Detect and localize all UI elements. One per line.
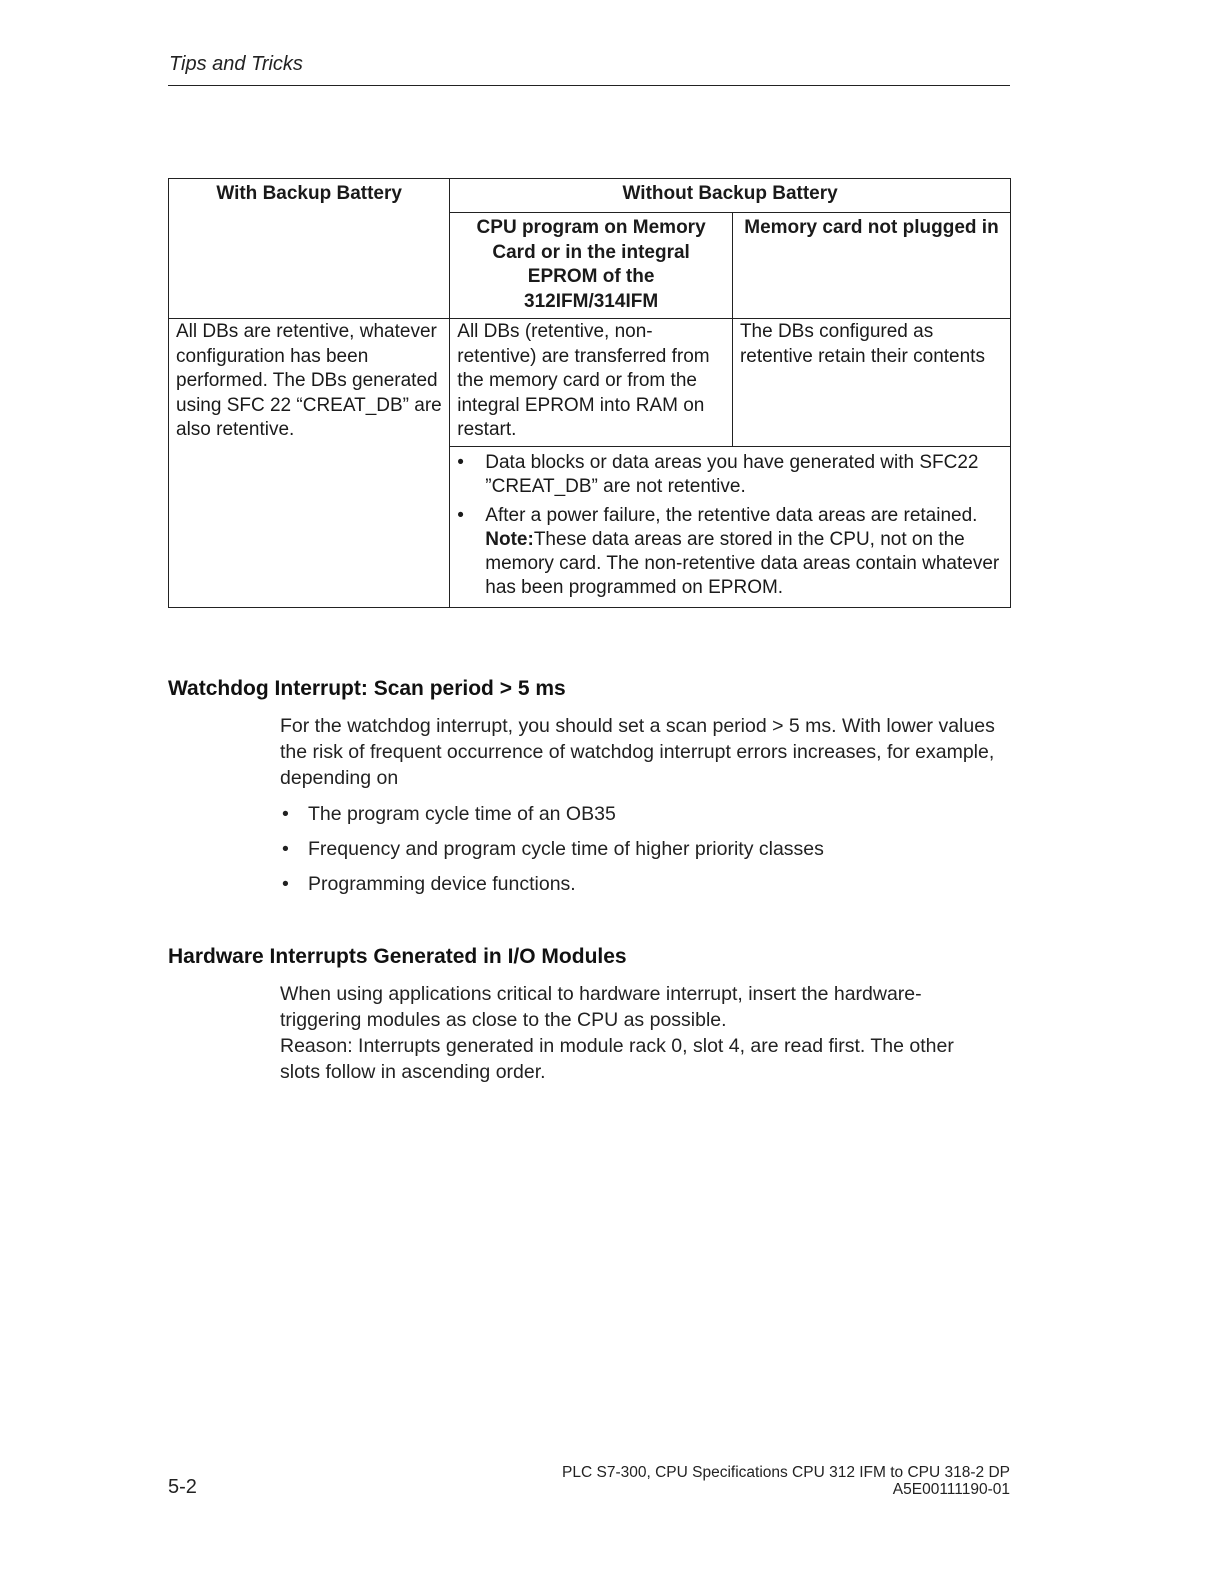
note-text: These data areas are stored in the CPU, not on the memory card. The non-retentive data areas contain whatever has been programmed on EPROM. <box>485 528 1000 598</box>
hardware-interrupt-heading: Hardware Interrupts Generated in I/O Modules <box>168 945 627 968</box>
bullet-text: Programming device functions. <box>308 873 576 895</box>
cell-text: The DBs configured as retentive retain their contents <box>739 321 985 367</box>
bullet-icon: • <box>282 838 289 860</box>
bullet-text: Frequency and program cycle time of higher priority classes <box>308 838 824 860</box>
bullet-text: Data blocks or data areas you have generated with SFC22 ”CREAT_DB” are not retentive. <box>485 451 979 497</box>
list-item <box>280 836 1015 862</box>
bullet-text: The program cycle time of an OB35 <box>308 803 616 825</box>
watchdog-bullet-list <box>280 801 1015 897</box>
hardware-paragraph-1: When using applications critical to hardware interrupt, insert the hardware-triggering modules as close to the CPU as possible. <box>280 983 922 1031</box>
table-row <box>169 319 1011 447</box>
watchdog-section <box>280 713 1015 906</box>
cell-with-backup-battery <box>169 319 450 608</box>
running-header: Tips and Tricks <box>169 53 303 75</box>
cell-without-battery-notes <box>450 446 1011 607</box>
list-item <box>457 451 1003 499</box>
bullet-text: After a power failure, the retentive data areas are retained. <box>485 504 978 526</box>
subheader-memory-card-not-plugged: Memory card not plugged in <box>732 213 1010 319</box>
bullet-icon: • <box>282 803 289 825</box>
bullet-icon: • <box>457 451 464 473</box>
header-rule <box>168 85 1010 86</box>
header-with-backup-battery: With Backup Battery <box>169 179 450 319</box>
cell-text: All DBs are retentive, whatever configuration has been performed. The DBs generated using SFC 22 “CREAT_DB” are also retentive. <box>176 321 442 440</box>
watchdog-heading: Watchdog Interrupt: Scan period > 5 ms <box>168 677 566 700</box>
watchdog-intro: For the watchdog interrupt, you should set a scan period > 5 ms. With lower values the risk of frequent occurrence of watchdog interrupt errors increases, for example, depending on <box>280 715 995 789</box>
bullet-icon: • <box>457 504 464 526</box>
bullet-icon: • <box>282 873 289 895</box>
document-number: A5E00111190-01 <box>892 1481 1010 1498</box>
retentivity-table <box>168 178 1011 608</box>
cell-memory-card-program <box>450 319 733 447</box>
notes-list <box>457 448 1003 604</box>
cell-text: All DBs (retentive, non-retentive) are transferred from the memory card or from the integral EPROM into RAM on restart. <box>457 321 710 440</box>
subheader-cpu-program-memory-card: CPU program on Memory Card or in the integral EPROM of the 312IFM/314IFM <box>450 213 733 319</box>
list-item <box>457 504 1003 600</box>
list-item <box>280 801 1015 827</box>
page-number: 5-2 <box>168 1476 197 1498</box>
footer-doc-info <box>562 1464 1010 1498</box>
hardware-interrupt-section <box>280 981 980 1085</box>
manual-title: PLC S7-300, CPU Specifications CPU 312 IFM to CPU 318-2 DP <box>562 1464 1010 1481</box>
cell-memory-card-not-plugged <box>732 319 1010 447</box>
header-without-backup-battery: Without Backup Battery <box>450 179 1011 213</box>
list-item <box>280 871 1015 897</box>
note-label: Note: <box>485 528 534 550</box>
table-header-row <box>169 179 1011 213</box>
hardware-paragraph-2: Reason: Interrupts generated in module rack 0, slot 4, are read first. The other slots follow in ascending order. <box>280 1035 954 1083</box>
